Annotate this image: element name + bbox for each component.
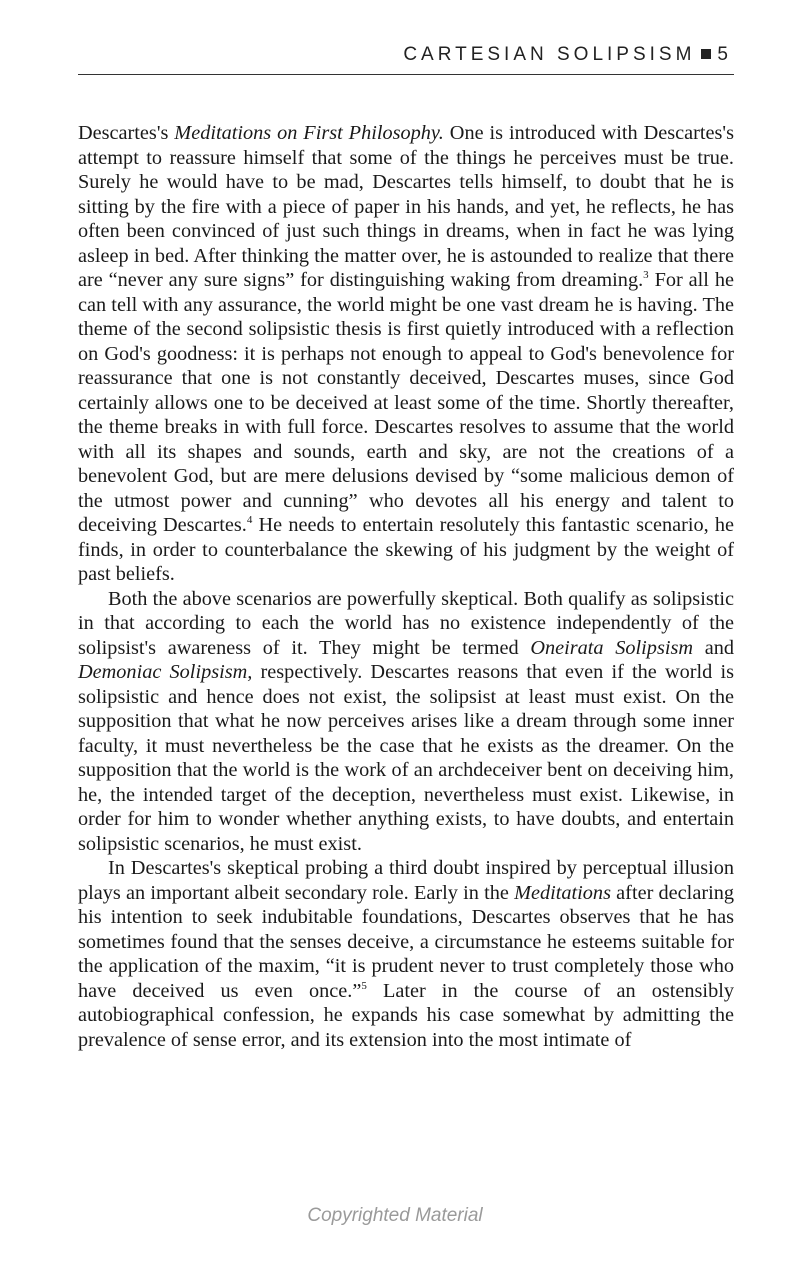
paragraph-3 (78, 856, 734, 1052)
page-number: 5 (717, 44, 732, 65)
running-head (403, 44, 732, 66)
paragraph-2 (78, 587, 734, 857)
footnote-ref-3: 3 (643, 269, 649, 281)
header-rule (78, 74, 734, 75)
text-run: after declaring his intention to seek indubitable foundations, Descartes observes that he has sometimes found that the senses deceive, a circumstance he esteems suitable for the application of the maxim, “it is prudent never to trust completely those who have deceived us even once.” (78, 881, 734, 1002)
term-demoniac: Demoniac Solipsism, (78, 661, 253, 683)
book-title: Meditations on First Philosophy. (174, 122, 444, 144)
text-run: In Descartes's skeptical probing a third doubt inspired by perceptual illusion plays an important albeit secondary role. Early in the (78, 857, 734, 904)
text-run: and (693, 636, 735, 659)
footnote-ref-5: 5 (361, 979, 367, 992)
text-run: Descartes's (78, 122, 175, 144)
body-text (78, 121, 734, 1052)
term-oneirata: Oneirata Solipsism (530, 636, 694, 659)
text-run: One is introduced with Descartes's attempt to reassure himself that some of the things he perceives must be true. Surely he would have to be mad, Descartes tells himself, to doubt that he is sitting by the fire with a piece of paper in his hands, and yet, he reflects, he has often been convinced of just such things in dreams, when in fact he was lying asleep in bed. After thinking the matter over, he is astounded to realize that there are “never any sure signs” for distinguishing waking from dreaming. (78, 122, 734, 291)
text-run: Later in the course of an ostensibly autobiographical confession, he expands his case somewhat by admitting the prevalence of sense error, and its extension into the most intimate of (78, 979, 734, 1051)
paragraph-1 (78, 121, 734, 587)
text-run: For all he can tell with any assurance, the world might be one vast dream he is having. The theme of the second solipsistic thesis is first quietly introduced with a reflection on God's goodness: it is perhaps not enough to appeal to God's benevolence for reassurance that one is not constantly deceived, Descartes muses, since God certainly allows one to be deceived at least some of the time. Shortly thereafter, the theme breaks in with full force. Descartes resolves to assume that the world with all its shapes and sounds, earth and sky, are not the creations of a benevolent God, but are mere delusions devised by “some malicious demon of the utmost power and cunning” who devotes all his energy and talent to deceiving Descartes. (78, 269, 734, 536)
running-title: CARTESIAN SOLIPSISM (403, 44, 696, 65)
copyright-watermark: Copyrighted Material (307, 1205, 483, 1226)
text-run: Both the above scenarios are powerfully skeptical. Both qualify as solipsistic in that according to each the world has no existence independently of the solipsist's awareness of it. They might be termed (78, 587, 734, 659)
text-run: respectively. Descartes reasons that even if the world is solipsistic and hence does not exist, the solipsist at least must exist. On the supposition that what he now perceives arises like a dream through some inner faculty, it must nevertheless be the case that he exists as the dreamer. On the supposition that the world is the work of an archdeceiver bent on deceiving him, he, the intended target of the deception, nevertheless must exist. Likewise, in order for him to wonder whether anything exists, to have doubts, and entertain solipsistic scenarios, he must exist. (78, 661, 734, 855)
text-run: He needs to entertain resolutely this fantastic scenario, he finds, in order to counterbalance the skewing of his judgment by the weight of past beliefs. (78, 514, 735, 585)
footnote-ref-4: 4 (246, 514, 253, 526)
square-bullet-icon (701, 49, 711, 59)
book-title: Meditations (514, 881, 611, 904)
